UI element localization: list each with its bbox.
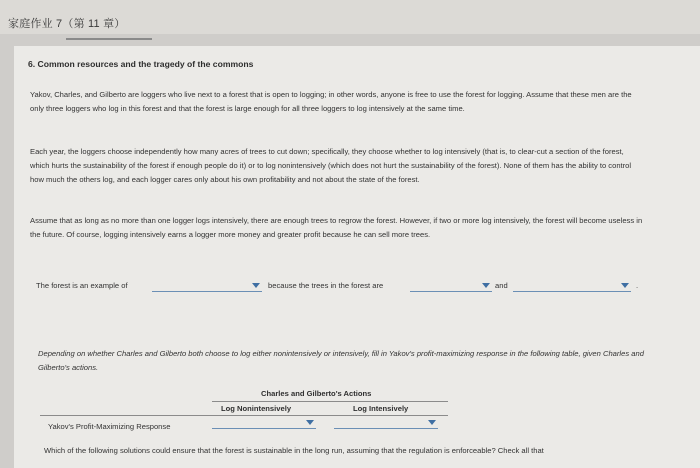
sentence-part-2: because the trees in the forest are xyxy=(268,281,384,290)
question-title: 6. Common resources and the tragedy of the commons xyxy=(28,59,254,69)
yakov-response-intensive-dropdown[interactable] xyxy=(334,418,438,429)
row-label-yakov-response: Yakov's Profit-Maximizing Response xyxy=(48,422,171,431)
sentence-part-3: and xyxy=(495,281,508,290)
sentence-end: . xyxy=(636,281,639,290)
excludability-dropdown[interactable] xyxy=(410,281,492,292)
tab-underline xyxy=(66,38,152,40)
table-instructions: Depending on whether Charles and Gilberto both choose to log either nonintensively or intensively, fill in Yakov's profit-maximizing response in the following table, given Charles and Gilberto's actions. xyxy=(38,349,644,372)
chevron-down-icon xyxy=(621,283,629,288)
assignment-tab-title[interactable]: 家庭作业 7（第 11 章） xyxy=(8,18,126,30)
table-group-header: Charles and Gilberto's Actions xyxy=(261,389,372,398)
table-header-rule xyxy=(212,401,448,402)
paragraph-3: Assume that as long as no more than one logger logs intensively, there are enough trees to regrow the forest. However, if two or more log intensively, the forest will become useless in the future. Of course, logging intensively earns a logger more money and greater profit because he can sell more trees. xyxy=(30,216,643,239)
column-log-nonintensively: Log Nonintensively xyxy=(221,404,292,413)
table-column-rule xyxy=(40,415,448,416)
paragraph-1: Yakov, Charles, and Gilberto are loggers who live next to a forest that is open to logging; in other words, anyone is free to use the forest for logging. Assume that these men are the only three loggers who log in this forest and that the forest is large enough for all three loggers to log intensively at the same time. xyxy=(30,90,632,113)
yakov-response-nonintensive-dropdown[interactable] xyxy=(212,418,316,429)
chevron-down-icon xyxy=(482,283,490,288)
column-log-intensively: Log Intensively xyxy=(353,404,409,413)
rivalry-dropdown[interactable] xyxy=(513,281,631,292)
chevron-down-icon xyxy=(252,283,260,288)
next-question-text: Which of the following solutions could ensure that the forest is sustainable in the long run, assuming that the regulation is enforceable? Check all that xyxy=(44,446,544,455)
resource-type-dropdown[interactable] xyxy=(152,281,262,292)
paragraph-2: Each year, the loggers choose independently how many acres of trees to cut down; specifically, they choose whether to log intensively (that is, to clear-cut a section of the forest, which hurts the sustainability of the forest if enough people do it) or to log nonintensively (which does not hurt the sustainability of the forest). None of them has the ability to control how much the others log, and each logger cares only about his own profitability and not about the state of the forest. xyxy=(30,147,632,184)
chevron-down-icon xyxy=(306,420,314,425)
chevron-down-icon xyxy=(428,420,436,425)
sentence-part-1: The forest is an example of xyxy=(36,281,128,290)
